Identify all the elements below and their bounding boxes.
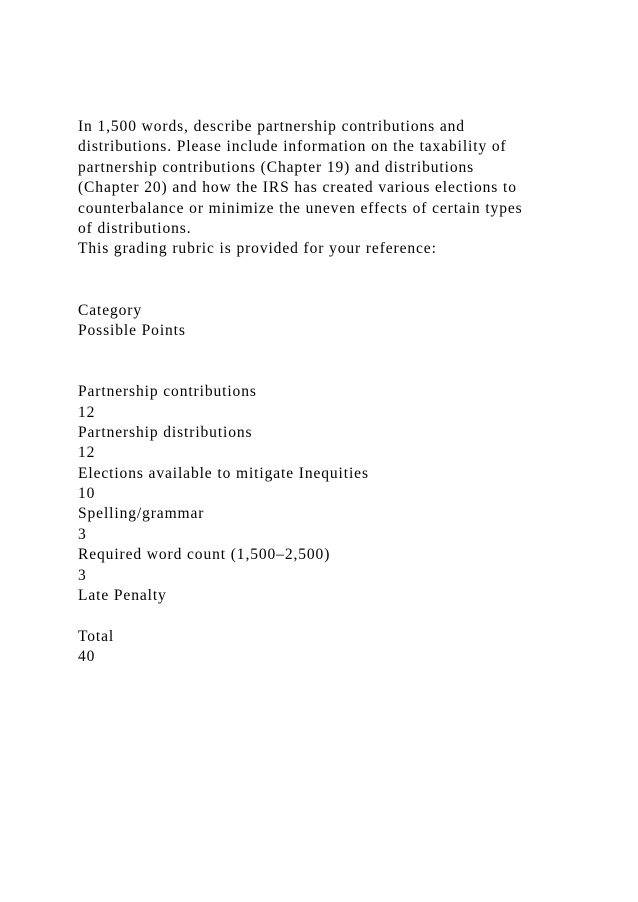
assignment-instructions — [78, 117, 578, 260]
late-penalty-label: Late Penalty — [78, 587, 167, 605]
rubric-category: Elections available to mitigate Inequities — [78, 464, 369, 482]
instruction-line: (Chapter 20) and how the IRS has created various elections to — [78, 179, 517, 197]
possible-points-header: Possible Points — [78, 321, 186, 339]
instruction-line: distributions. Please include information on the taxability of — [78, 138, 507, 156]
instruction-line: partnership contributions (Chapter 19) and distributions — [78, 158, 475, 176]
instruction-line: of distributions. — [78, 219, 192, 237]
rubric-points: 12 — [78, 444, 96, 462]
instruction-line: In 1,500 words, describe partnership contributions and — [78, 118, 465, 135]
rubric-intro-line: This grading rubric is provided for your reference: — [78, 240, 437, 258]
rubric-header — [78, 301, 578, 342]
rubric-points: 3 — [78, 525, 87, 543]
spacer — [78, 606, 578, 626]
rubric-category: Partnership contributions — [78, 383, 257, 401]
assignment-text — [78, 117, 578, 668]
total-label: Total — [78, 627, 115, 645]
rubric-points: 3 — [78, 566, 87, 584]
rubric-category: Partnership distributions — [78, 423, 253, 441]
rubric-rows — [78, 382, 578, 606]
rubric-total — [78, 627, 578, 668]
instruction-line: counterbalance or minimize the uneven effects of certain types — [78, 199, 523, 217]
rubric-points: 12 — [78, 403, 96, 421]
spacer — [78, 341, 578, 382]
category-header: Category — [78, 301, 143, 319]
rubric-category: Required word count (1,500–2,500) — [78, 546, 331, 564]
total-value: 40 — [78, 648, 96, 666]
spacer — [78, 260, 578, 301]
rubric-points: 10 — [78, 485, 96, 503]
rubric-category: Spelling/grammar — [78, 505, 205, 523]
